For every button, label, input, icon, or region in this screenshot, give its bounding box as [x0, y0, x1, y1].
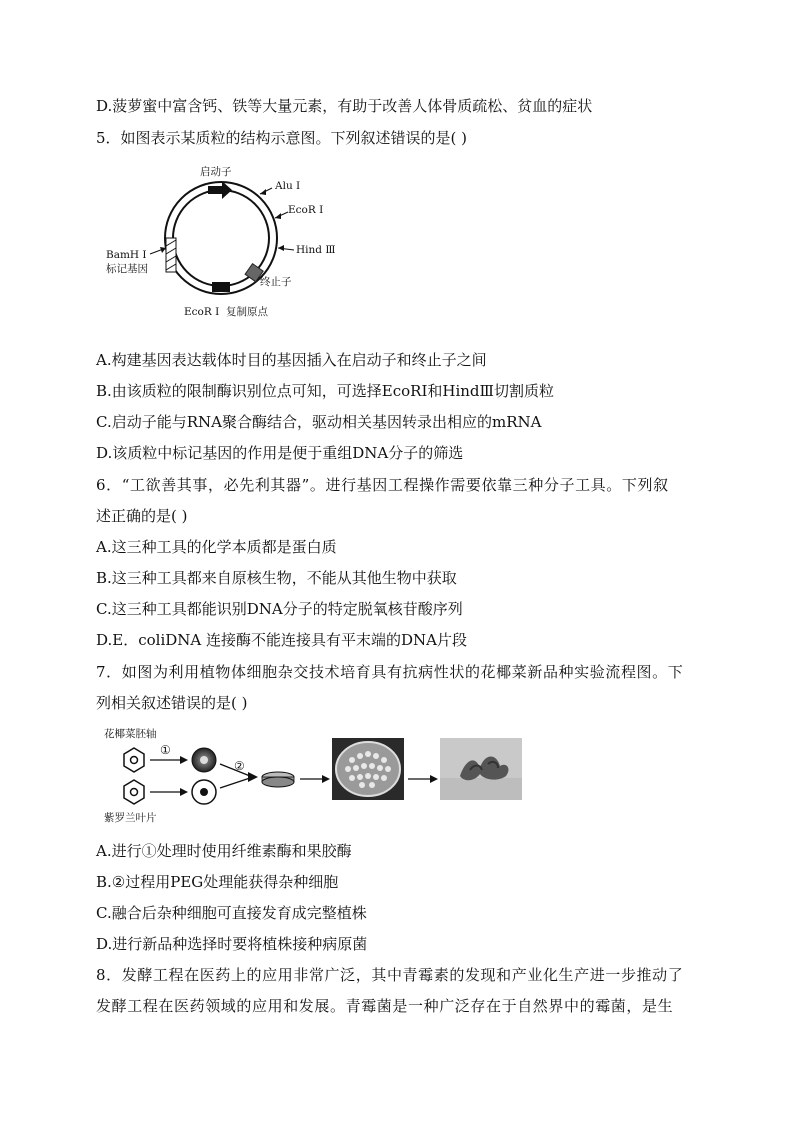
q6-option-c: C.这三种工具都能识别DNA分子的特定脱氧核苷酸序列 [96, 600, 463, 618]
plant-photo [440, 738, 522, 800]
q8-line2: 发酵工程在医药领域的应用和发展。青霉菌是一种广泛存在于自然界中的霉菌，是生 [96, 997, 674, 1015]
alu-label: Alu Ⅰ [275, 180, 301, 192]
q5-stem: 5．如图表示某质粒的结构示意图。下列叙述错误的是( ) [96, 129, 468, 147]
q7-stem-line2: 列相关叙述错误的是( ) [96, 694, 248, 712]
q6-stem-line1: 6．“工欲善其事，必先利其器”。进行基因工程操作需要依靠三种分子工具。下列叙 [96, 476, 669, 494]
petri-dish-photo [332, 738, 404, 800]
q4-option-d: D.菠萝蜜中富含钙、铁等大量元素，有助于改善人体骨质疏松、贫血的症状 [96, 97, 593, 115]
violet-leaf-label: 紫罗兰叶片 [104, 812, 157, 824]
q5-option-d: D.该质粒中标记基因的作用是便于重组DNA分子的筛选 [96, 444, 464, 462]
hind-label: Hind Ⅲ [296, 244, 336, 256]
q7-stem-line1: 7．如图为利用植物体细胞杂交技术培育具有抗病性状的花椰菜新品种实验流程图。下 [96, 663, 684, 681]
ecori-top-label: EcoR Ⅰ [288, 204, 324, 216]
top-hexagon-cell [124, 748, 144, 772]
marker-gene-label: 标记基因 [106, 263, 148, 275]
q6-stem-line2: 述正确的是( ) [96, 507, 188, 525]
bamh-label: BamH Ⅰ [106, 249, 147, 261]
plasmid-diagram [100, 160, 350, 325]
q5-option-b: B.由该质粒的限制酶识别位点可知，可选择EcoRI和HindⅢ切割质粒 [96, 382, 555, 400]
q7-option-d: D.进行新品种选择时要将植株接种病原菌 [96, 935, 368, 953]
cauliflower-label: 花椰菜胚轴 [104, 728, 157, 740]
q6-option-d: D.E．coliDNA 连接酶不能连接具有平末端的DNA片段 [96, 631, 467, 649]
step1-label: ① [160, 743, 171, 757]
terminator-label: 终止子 [260, 276, 292, 288]
q6-option-b: B.这三种工具都来自原核生物，不能从其他生物中获取 [96, 569, 457, 587]
q8-line1: 8．发酵工程在医药上的应用非常广泛，其中青霉素的发现和产业化生产进一步推动了 [96, 966, 684, 984]
step2-label: ② [234, 759, 245, 773]
q6-option-a: A.这三种工具的化学本质都是蛋白质 [96, 538, 337, 556]
promoter-label: 启动子 [200, 166, 232, 178]
origin-label: 复制原点 [226, 306, 268, 318]
q7-option-b: B.②过程用PEG处理能获得杂种细胞 [96, 873, 339, 891]
q7-option-a: A.进行①处理时使用纤维素酶和果胶酶 [96, 842, 352, 860]
cell-fusion-diagram [100, 724, 540, 830]
q5-option-c: C.启动子能与RNA聚合酶结合，驱动相关基因转录出相应的mRNA [96, 413, 542, 431]
marker-gene-block [166, 238, 176, 272]
q7-option-c: C.融合后杂种细胞可直接发育成完整植株 [96, 904, 367, 922]
origin-block [212, 282, 230, 292]
plasmid-svg [100, 160, 350, 325]
ecori-bottom-label: EcoR Ⅰ [184, 306, 220, 318]
q5-option-a: A.构建基因表达载体时目的基因插入在启动子和终止子之间 [96, 351, 487, 369]
bottom-hexagon-cell [124, 780, 144, 804]
